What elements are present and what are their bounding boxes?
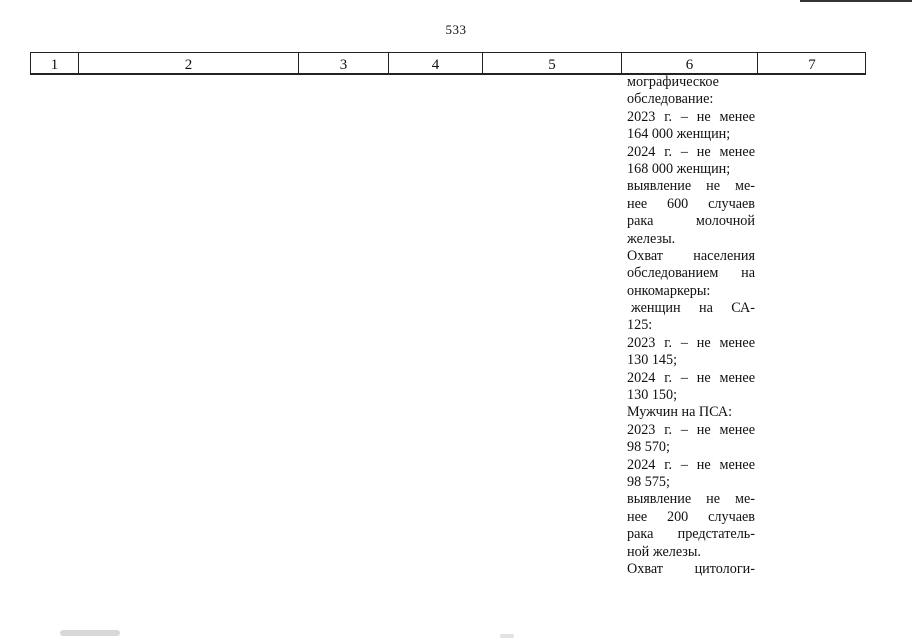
- text-line: 168 000 женщин;: [627, 160, 731, 177]
- text-line: 2023 г. – не менее: [627, 421, 755, 438]
- text-line: рака предстатель-: [627, 526, 755, 543]
- text-line: 2023 г. – не менее: [627, 108, 755, 125]
- text-line: 98 575;: [627, 473, 670, 490]
- text-line: рака молочной: [627, 213, 755, 230]
- text-line: нее 200 случаев: [627, 508, 755, 525]
- column-header-2: 2: [78, 53, 298, 73]
- text-line: ной железы.: [627, 543, 701, 560]
- text-line: мографическое: [627, 74, 719, 90]
- text-line: женщин на СА-: [631, 300, 755, 317]
- scan-artifact: [500, 634, 514, 638]
- text-line: Охват населения: [627, 247, 755, 264]
- text-line: 130 145;: [627, 352, 678, 369]
- text-line: выявление не ме-: [627, 178, 755, 195]
- page-number: 533: [445, 22, 467, 37]
- text-line: 125:: [627, 317, 653, 334]
- text-line: 98 570;: [627, 439, 670, 456]
- column-header-7: 7: [757, 53, 866, 73]
- text-line: обследование:: [627, 91, 714, 108]
- column-6-content: [627, 74, 755, 578]
- column-header-6: 6: [621, 53, 757, 73]
- column-header-5: 5: [482, 53, 621, 73]
- text-line: 2023 г. – не менее: [627, 334, 755, 351]
- text-line: выявление не ме-: [627, 491, 755, 508]
- column-header-3: 3: [298, 53, 388, 73]
- text-line: 2024 г. – не менее: [627, 143, 755, 160]
- scan-artifact: [60, 630, 120, 636]
- text-line: обследованием на: [627, 265, 755, 282]
- scan-edge-line: [800, 0, 912, 2]
- text-line: 2024 г. – не менее: [627, 369, 755, 386]
- text-line: железы.: [627, 230, 676, 247]
- column-header-1: 1: [30, 53, 78, 73]
- table-right-edge: [865, 53, 866, 73]
- text-line: 2024 г. – не менее: [627, 456, 755, 473]
- text-line: онкомаркеры:: [627, 282, 711, 299]
- table-header-row: [30, 52, 866, 75]
- column-header-4: 4: [388, 53, 482, 73]
- text-line: нее 600 случаев: [627, 195, 755, 212]
- text-line: Охват цитологи-: [627, 560, 755, 577]
- text-line: Мужчин на ПСА:: [627, 404, 733, 421]
- text-line: 130 150;: [627, 387, 678, 404]
- text-line: 164 000 женщин;: [627, 126, 731, 143]
